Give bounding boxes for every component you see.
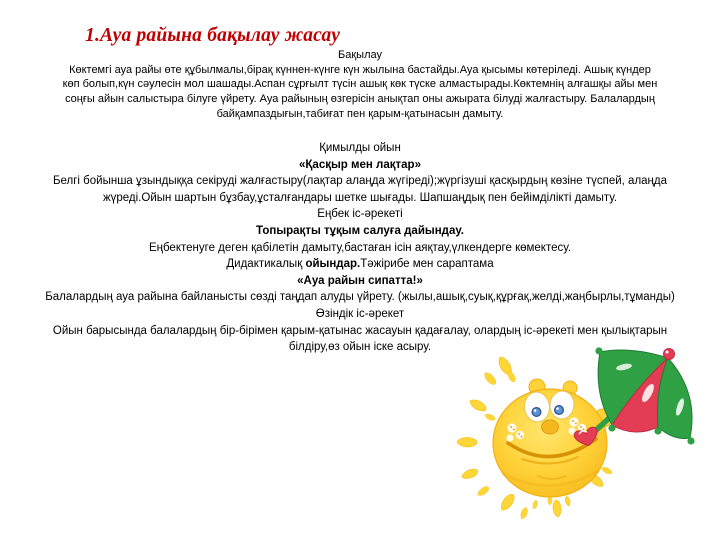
body-paragraphs <box>5 140 715 356</box>
text-line: Еңбек іс-әрекеті <box>317 208 403 221</box>
text-line: Бақылау <box>338 49 382 61</box>
text-line: «Ауа райын сипатта!» <box>297 274 423 287</box>
text-line: Топырақты тұқым салуға дайындау. <box>256 224 464 237</box>
umbrella-icon <box>591 347 695 444</box>
text-line: соңғы айын салыстыра білуге үйрету. Ауа райының өзгерісін анықтап оны ажырата білуді жалғастыру. Балалардың <box>65 93 655 106</box>
text-line: Балалардың ауа райына байланысты сөзді таңдап алуды үйрету. (жылы,ашық,суық,құрғақ,желді,жаңбырлы,тұманды) <box>45 291 675 304</box>
sun-umbrella-illustration <box>452 335 714 540</box>
text-line: жүреді.Ойын шартын бұзбау,ұсталғандары шетке шығады. Шапшаңдық пен бейімділікті дамыту. <box>102 191 618 204</box>
text-line: байқампаздығын,табиғат пен қарым-қатынасын дамыту. <box>216 107 504 120</box>
nose-icon <box>542 420 559 434</box>
text-line: Еңбектенуге деген қабілетін дамыту,бастаған ісін аяқтау,үлкендерге көмектесу. <box>148 241 572 254</box>
text-line: Өзіндік іс-әрекет <box>315 307 405 320</box>
text-line: Дидактикалық ойындар.Тәжірибе мен сараптама <box>226 258 494 271</box>
text-line: көп болып,күн сәулесін мол шашады.Аспан сұрғылт түсін ашық көк түске алмастырады.Көктемнің алғашқы айы мен <box>62 78 658 91</box>
text-line: Белгі бойынша ұзындыққа секіруді жалғастыру(лақтар алаңда жүгіреді);жүргізуші қасқырдың көзіне түспей, алаңда <box>52 175 668 188</box>
slide-title: 1.Ауа райына бақылау жасау <box>85 25 341 46</box>
text-line: «Қасқыр мен лақтар» <box>299 158 421 171</box>
text-line: Көктемгі ауа райы өте құбылмалы,бірақ күннен-күнге күн жылына бастайды.Ауа қысымы көтеріледі. Ашық күндер <box>69 63 651 76</box>
text-line: Ойын барысында балалардың бір-бірімен қарым-қатынас жасауын қадағалау, олардың іс-әрекеті мен қылықтарын <box>52 324 668 337</box>
text-line: Қимылды ойын <box>319 142 401 154</box>
text-line: білдіру,өз ойын іске асыру. <box>288 341 432 354</box>
intro-paragraph <box>8 48 712 122</box>
